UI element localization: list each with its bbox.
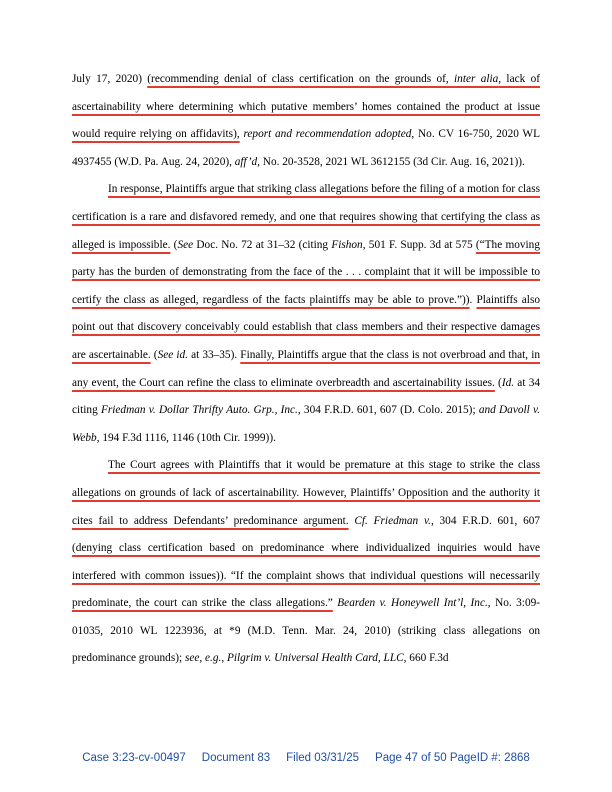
footer-filed-date: Filed 03/31/25 [286, 752, 360, 764]
text-segment: , 501 F. Supp. 3d at 575 [362, 238, 476, 251]
italic-citation: Cf. Friedman v. [354, 514, 431, 527]
italic-citation: Friedman v. Dollar Thrifty Auto. Grp., Inc. [100, 404, 298, 417]
italic-citation: Bearden v. Honeywell Int’l, Inc. [337, 597, 488, 610]
text-segment: July 17, 2020) [72, 73, 148, 85]
underlined-text: inter alia [454, 73, 499, 85]
text-segment: ( [150, 348, 158, 361]
text-segment: ( [494, 376, 502, 389]
body-paragraph [72, 176, 540, 452]
underlined-text: (recommending denial of class certification on the grounds of, [147, 73, 455, 85]
underlined-text: The Court agrees with Plaintiffs that it would be premature at this stage to strike the class allegations on grounds of lack of ascertainability. However, Plaintiffs’ Opposition and the authority it cites fail to address Defendants’ predominance argument. [72, 459, 540, 527]
text-segment: , 304 F.R.D. 601, 607 [430, 514, 541, 527]
italic-citation: see, e.g., Pilgrim v. Universal Health Card, LLC [184, 652, 404, 665]
italic-citation: See id. [157, 348, 188, 361]
body-paragraph [72, 452, 540, 673]
italic-citation: report and recommendation adopted [243, 128, 412, 141]
italic-citation: See [177, 238, 194, 251]
underlined-text: , lack of ascertainability where determining which putative members’ homes contained the product at issue would require relying on affidavits), [72, 73, 540, 141]
footer-page-info: Page 47 of 50 PageID #: 2868 [375, 752, 530, 764]
italic-citation: Fishon [331, 238, 363, 251]
text-segment: , 194 F.3d 1116, 1146 (10th Cir. 1999)). [96, 431, 276, 444]
underlined-text: Plaintiffs also point out that discovery conceivably could establish that class members and their respective damages are ascertainable. [72, 293, 540, 361]
footer-case-number: Case 3:23-cv-00497 [82, 752, 186, 764]
text-segment: at 33–35). [187, 348, 241, 361]
text-segment: , No. CV 16-750, 2020 WL 4937455 (W.D. Pa. Aug. 24, 2020), [72, 128, 540, 168]
italic-citation: Id. [501, 376, 515, 389]
italic-citation: aff’d [234, 155, 258, 168]
body-paragraph [72, 66, 540, 176]
underlined-text: In response, Plaintiffs argue that striking class allegations before the filing of a motion for class certification is a rare and disfavored remedy, and one that requires showing that certifying the class as alleged is impossible. [72, 183, 540, 251]
document-body [72, 66, 540, 673]
text-segment: , No. 20-3528, 2021 WL 3612155 (3d Cir. Aug. 16, 2021)). [257, 155, 525, 168]
footer-document-number: Document 83 [201, 752, 271, 764]
text-segment: Doc. No. 72 at 31–32 (citing [193, 238, 332, 251]
underlined-text: Finally, Plaintiffs argue that the class is not overbroad and that, in any event, the Court can refine the class to eliminate overbreadth and ascertainability issues. [72, 348, 540, 389]
text-segment: , No. 3:09-01035, 2010 WL 1223936, at *9 (M.D. Tenn. Mar. 24, 2010) (striking class allegations on predominance grounds); [72, 597, 541, 665]
text-segment: , 304 F.R.D. 601, 607 (D. Colo. 2015); [297, 404, 479, 417]
underlined-text: (denying class certification based on predominance where individualized inquiries would have interfered with common issues)). “If the complaint shows that individual questions will necessarily predominate, the court can strike the class allegations.” [72, 542, 540, 610]
page-footer [0, 752, 612, 764]
underlined-text: (“The moving party has the burden of demonstrating from the face of the . . . complaint that it will be impossible to certify the class as alleged, regardless of the facts plaintiffs may be able to prove.”)) [72, 238, 540, 306]
text-segment: at 34 citing [72, 376, 540, 417]
italic-citation: and Davoll v. Webb [72, 404, 540, 444]
text-segment: ( [170, 238, 178, 251]
text-segment: . [469, 293, 477, 306]
text-segment: , 660 F.3d [403, 652, 449, 665]
